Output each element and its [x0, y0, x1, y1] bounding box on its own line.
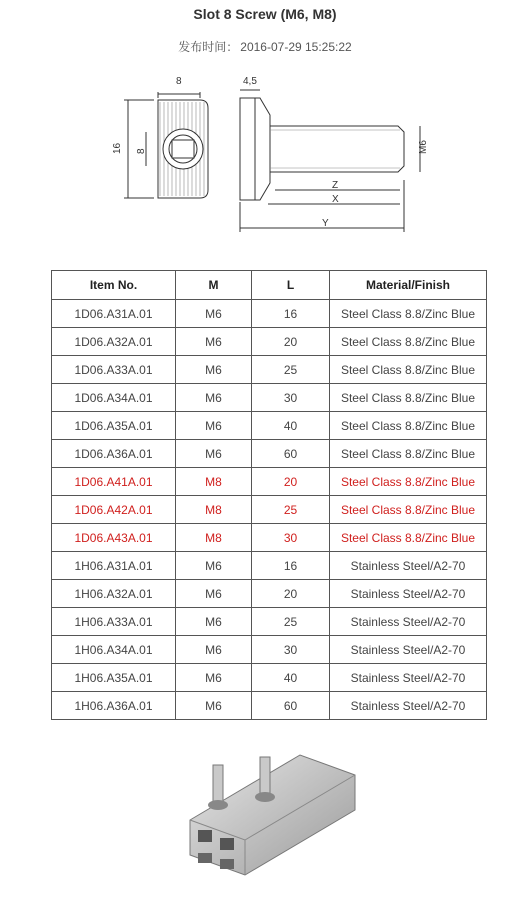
cell-m: M6: [176, 636, 252, 664]
cell-material: Stainless Steel/A2-70: [330, 636, 487, 664]
table-row: [52, 524, 487, 552]
table-row: [52, 580, 487, 608]
publish-label: 发布时间：: [178, 40, 239, 54]
dim-label-8-top: 8: [176, 76, 182, 87]
cell-item-no: 1D06.A32A.01: [52, 328, 176, 356]
dim-label-m6: M6: [418, 140, 429, 154]
cell-l: 25: [252, 496, 330, 524]
cell-material: Steel Class 8.8/Zinc Blue: [330, 300, 487, 328]
cell-m: M8: [176, 524, 252, 552]
cell-material: Steel Class 8.8/Zinc Blue: [330, 328, 487, 356]
table-row: [52, 440, 487, 468]
dim-label-4-5: 4,5: [243, 76, 257, 87]
cell-m: M6: [176, 692, 252, 720]
cell-l: 60: [252, 440, 330, 468]
cell-l: 20: [252, 328, 330, 356]
cell-m: M6: [176, 300, 252, 328]
product-photo: [180, 735, 370, 895]
cell-material: Stainless Steel/A2-70: [330, 608, 487, 636]
table-header-row: [52, 271, 487, 300]
dim-label-y: Y: [322, 218, 329, 229]
table-row: [52, 664, 487, 692]
cell-m: M6: [176, 580, 252, 608]
col-header-l: L: [252, 271, 330, 300]
cell-material: Stainless Steel/A2-70: [330, 664, 487, 692]
dim-label-z: Z: [332, 180, 339, 191]
cell-l: 40: [252, 412, 330, 440]
cell-item-no: 1D06.A43A.01: [52, 524, 176, 552]
cell-m: M6: [176, 328, 252, 356]
technical-drawing: [100, 70, 430, 240]
cell-material: Steel Class 8.8/Zinc Blue: [330, 384, 487, 412]
cell-material: Stainless Steel/A2-70: [330, 580, 487, 608]
cell-item-no: 1D06.A31A.01: [52, 300, 176, 328]
table-row: [52, 608, 487, 636]
screw-shank: [270, 126, 404, 172]
table-row: [52, 300, 487, 328]
cell-l: 20: [252, 580, 330, 608]
cell-m: M6: [176, 384, 252, 412]
cell-m: M6: [176, 552, 252, 580]
cell-item-no: 1H06.A36A.01: [52, 692, 176, 720]
cell-m: M6: [176, 664, 252, 692]
cell-item-no: 1D06.A34A.01: [52, 384, 176, 412]
cell-item-no: 1D06.A36A.01: [52, 440, 176, 468]
table-row: [52, 552, 487, 580]
cell-material: Steel Class 8.8/Zinc Blue: [330, 468, 487, 496]
cell-m: M6: [176, 412, 252, 440]
cell-material: Steel Class 8.8/Zinc Blue: [330, 412, 487, 440]
cell-material: Stainless Steel/A2-70: [330, 552, 487, 580]
cell-m: M6: [176, 608, 252, 636]
table-row: [52, 356, 487, 384]
cell-item-no: 1D06.A33A.01: [52, 356, 176, 384]
cell-item-no: 1H06.A32A.01: [52, 580, 176, 608]
cell-item-no: 1H06.A35A.01: [52, 664, 176, 692]
dim-label-x: X: [332, 194, 339, 205]
cell-item-no: 1D06.A35A.01: [52, 412, 176, 440]
cell-l: 16: [252, 300, 330, 328]
cell-l: 30: [252, 636, 330, 664]
cell-item-no: 1D06.A41A.01: [52, 468, 176, 496]
table-row: [52, 328, 487, 356]
table-row: [52, 384, 487, 412]
spec-table: [51, 270, 487, 720]
cell-item-no: 1D06.A42A.01: [52, 496, 176, 524]
cell-material: Steel Class 8.8/Zinc Blue: [330, 356, 487, 384]
cell-l: 30: [252, 384, 330, 412]
table-row: [52, 468, 487, 496]
cell-l: 40: [252, 664, 330, 692]
cell-l: 25: [252, 608, 330, 636]
screw-thread: [270, 130, 400, 168]
page-title: Slot 8 Screw (M6, M8): [193, 6, 337, 22]
cell-l: 20: [252, 468, 330, 496]
cell-item-no: 1H06.A33A.01: [52, 608, 176, 636]
screw-slot: [172, 140, 194, 158]
dim-label-16: 16: [112, 142, 123, 154]
cell-material: Stainless Steel/A2-70: [330, 692, 487, 720]
cell-l: 30: [252, 524, 330, 552]
cell-m: M8: [176, 468, 252, 496]
cell-l: 25: [252, 356, 330, 384]
cell-material: Steel Class 8.8/Zinc Blue: [330, 496, 487, 524]
publish-meta: [0, 38, 530, 55]
cell-m: M6: [176, 440, 252, 468]
cell-m: M6: [176, 356, 252, 384]
col-header-m: M: [176, 271, 252, 300]
cell-material: Steel Class 8.8/Zinc Blue: [330, 440, 487, 468]
col-header-material: Material/Finish: [330, 271, 487, 300]
cell-item-no: 1H06.A31A.01: [52, 552, 176, 580]
cell-material: Steel Class 8.8/Zinc Blue: [330, 524, 487, 552]
table-row: [52, 412, 487, 440]
cell-l: 60: [252, 692, 330, 720]
cell-m: M8: [176, 496, 252, 524]
publish-date: 2016-07-29 15:25:22: [240, 40, 352, 54]
cell-l: 16: [252, 552, 330, 580]
dim-label-8-left: 8: [136, 148, 147, 154]
col-header-item: Item No.: [52, 271, 176, 300]
table-row: [52, 692, 487, 720]
table-row: [52, 636, 487, 664]
cell-item-no: 1H06.A34A.01: [52, 636, 176, 664]
table-row: [52, 496, 487, 524]
